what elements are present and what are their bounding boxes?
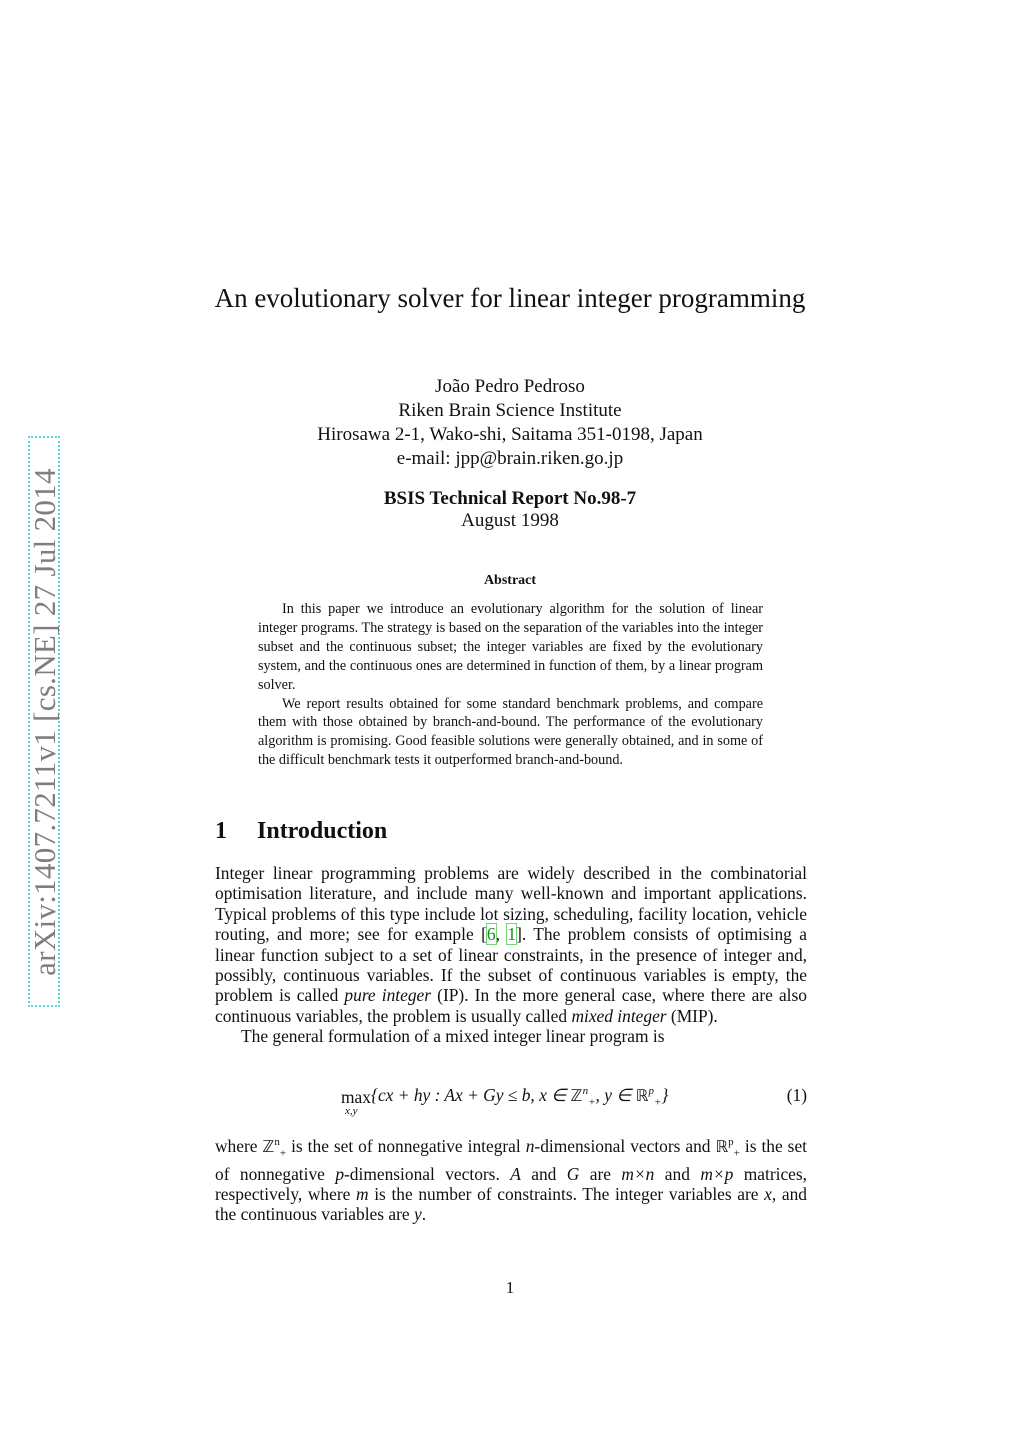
arxiv-identifier[interactable]: arXiv:1407.7211v1 [cs.NE] 27 Jul 2014: [27, 468, 62, 976]
abstract-paragraph: In this paper we introduce an evolutionary algorithm for the solution of linear integer programs. The strategy is based on the separation of the variables into the integer subset and the continuous subset; the integer variables are fixed by the evolutionary system, and the continuous ones are determined in function of them, by a linear program solver.: [258, 601, 763, 693]
equation-max-subscript: x,y: [345, 1105, 358, 1117]
reals-symbol: ℝ: [715, 1136, 729, 1156]
text-run: is the set of nonnegative: [215, 1135, 807, 1184]
math-var: m×p: [700, 1163, 734, 1184]
math-var: n: [525, 1135, 535, 1156]
text-run: ,: [495, 924, 508, 945]
citation-link[interactable]: 1: [507, 924, 517, 945]
math-var: A: [510, 1163, 521, 1184]
text-run: and: [520, 1163, 567, 1184]
math-var: p: [335, 1163, 345, 1184]
intro-paragraph: The general formulation of a mixed integer linear program is: [241, 1026, 665, 1047]
author-institution: Riken Brain Science Institute: [398, 400, 622, 421]
equation-1: [215, 1083, 807, 1119]
report-label: BSIS Technical Report No.98-7: [383, 488, 637, 509]
author-block: [200, 375, 820, 471]
term-mixed-integer: mixed integer: [571, 1005, 667, 1026]
text-run: , and the continuous variables are: [215, 1184, 807, 1225]
abstract-heading: Abstract: [483, 573, 537, 588]
math-run: {cx + hy : Ax + Gy ≤ b, x ∈: [371, 1085, 571, 1105]
math-sup: p: [648, 1085, 654, 1098]
section-title: Introduction: [257, 818, 388, 844]
section-heading: [215, 818, 387, 845]
abstract: [258, 600, 763, 770]
intro-paragraph: [215, 863, 807, 1026]
math-sub: +: [588, 1096, 596, 1109]
text-run: (IP). In the more general case, where there are also continuous variables, the problem is usually called: [215, 985, 807, 1026]
paper-title: An evolutionary solver for linear integer programming: [214, 283, 806, 313]
text-run: ]. The problem consists of optimising a linear function subject to a set of linear constraints, in the presence of integer and, possibly, continuous variables. If the subset of continuous variables is empty, the problem is called: [215, 924, 808, 1006]
math-sup: n: [274, 1136, 280, 1148]
after-equation-text: [215, 1132, 807, 1225]
intro-paragraph: [215, 1132, 807, 1225]
math-var: G: [566, 1163, 580, 1184]
author-email: e-mail: jpp@brain.riken.go.jp: [396, 448, 624, 469]
report-date: August 1998: [461, 510, 559, 531]
text-run: is the number of constraints. The integer variables are: [368, 1184, 765, 1205]
section-number: 1: [215, 818, 227, 844]
text-run: .: [421, 1204, 427, 1225]
math-var: x: [764, 1184, 772, 1205]
math-sub: +: [653, 1096, 662, 1109]
author-address: Hirosawa 2-1, Wako-shi, Saitama 351-0198, Japan: [317, 424, 703, 445]
reals-symbol: ℝ: [635, 1086, 649, 1105]
integers-symbol: ℤ: [570, 1086, 583, 1105]
text-run: (MIP).: [666, 1005, 718, 1026]
text-run: is the set of nonnegative integral: [286, 1135, 526, 1156]
math-var: m×n: [621, 1163, 655, 1184]
text-run: and: [654, 1163, 701, 1184]
integers-symbol: ℤ: [262, 1136, 275, 1156]
math-run: }: [661, 1085, 669, 1105]
text-run: matrices, respectively, where: [215, 1163, 807, 1205]
author-name: João Pedro Pedroso: [435, 376, 585, 397]
equation-max: max: [341, 1087, 371, 1107]
math-sub: +: [279, 1147, 287, 1160]
abstract-paragraph: We report results obtained for some standard benchmark problems, and compare them with those obtained by branch-and-bound. The performance of the evolutionary algorithm is promising. Good feasible solutions were generally obtained, and in some of the difficult benchmark tests it outperformed branch-and-bound.: [258, 695, 763, 769]
equation-number: (1): [786, 1085, 807, 1105]
math-var: m: [356, 1184, 369, 1205]
page-number: 1: [505, 1278, 515, 1297]
math-sup: p: [728, 1136, 734, 1148]
term-pure-integer: pure integer: [344, 985, 432, 1006]
text-run: Integer linear programming problems are widely described in the combinatorial optimisation literature, and include many well-known and important applications. Typical problems of this type include lot sizing, scheduling, facility location, vehicle routing, and more; see for example [: [215, 863, 807, 945]
intro-text: [215, 863, 807, 1047]
text-run: where: [215, 1135, 263, 1156]
citation-link[interactable]: 6: [486, 924, 496, 945]
text-run: -dimensional vectors and: [534, 1135, 716, 1156]
math-var: y: [413, 1204, 422, 1225]
text-run: are: [579, 1163, 622, 1184]
arxiv-stamp: [28, 436, 64, 1013]
math-sub: +: [733, 1147, 740, 1160]
math-run: , y ∈: [595, 1085, 636, 1105]
text-run: -dimensional vectors.: [344, 1163, 511, 1184]
math-sup: n: [582, 1085, 589, 1098]
equation-expression: [371, 1085, 668, 1108]
